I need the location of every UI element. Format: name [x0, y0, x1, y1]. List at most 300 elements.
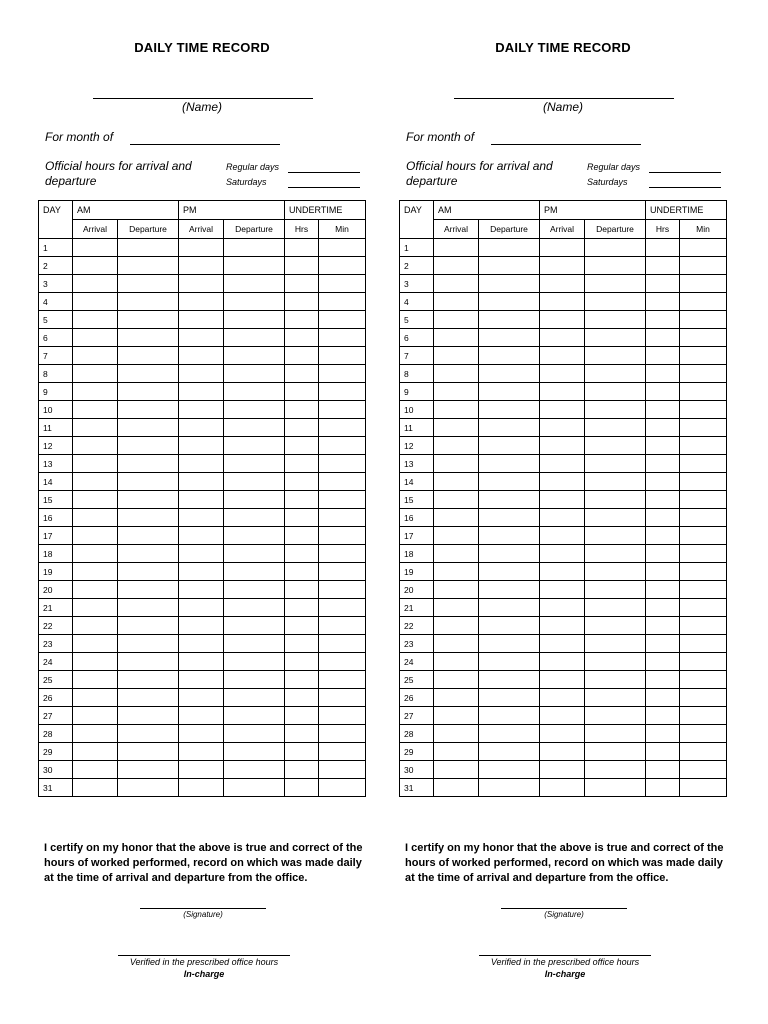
undertime-hrs-cell[interactable]	[285, 653, 319, 671]
undertime-min-cell[interactable]	[319, 365, 366, 383]
undertime-hrs-cell[interactable]	[285, 779, 319, 797]
pm-departure-cell[interactable]	[224, 311, 285, 329]
undertime-hrs-cell[interactable]	[285, 311, 319, 329]
undertime-hrs-cell[interactable]	[646, 311, 680, 329]
pm-departure-cell[interactable]	[224, 491, 285, 509]
pm-departure-cell[interactable]	[585, 329, 646, 347]
am-departure-cell[interactable]	[118, 347, 179, 365]
undertime-min-cell[interactable]	[319, 275, 366, 293]
am-arrival-cell[interactable]	[73, 365, 118, 383]
am-arrival-cell[interactable]	[434, 401, 479, 419]
pm-departure-cell[interactable]	[224, 653, 285, 671]
undertime-min-cell[interactable]	[319, 671, 366, 689]
am-departure-cell[interactable]	[118, 419, 179, 437]
pm-departure-cell[interactable]	[585, 383, 646, 401]
pm-arrival-cell[interactable]	[179, 743, 224, 761]
undertime-min-cell[interactable]	[680, 347, 727, 365]
undertime-min-cell[interactable]	[680, 365, 727, 383]
pm-departure-cell[interactable]	[224, 365, 285, 383]
am-arrival-cell[interactable]	[434, 365, 479, 383]
undertime-hrs-cell[interactable]	[646, 293, 680, 311]
am-arrival-cell[interactable]	[73, 635, 118, 653]
am-departure-cell[interactable]	[118, 563, 179, 581]
pm-departure-cell[interactable]	[224, 329, 285, 347]
undertime-hrs-cell[interactable]	[646, 509, 680, 527]
pm-arrival-cell[interactable]	[179, 275, 224, 293]
pm-arrival-cell[interactable]	[540, 617, 585, 635]
undertime-hrs-cell[interactable]	[285, 455, 319, 473]
undertime-hrs-cell[interactable]	[285, 293, 319, 311]
am-departure-cell[interactable]	[479, 707, 540, 725]
pm-departure-cell[interactable]	[585, 707, 646, 725]
signature-field[interactable]	[140, 908, 266, 909]
pm-arrival-cell[interactable]	[179, 563, 224, 581]
undertime-min-cell[interactable]	[680, 455, 727, 473]
pm-arrival-cell[interactable]	[179, 779, 224, 797]
pm-departure-cell[interactable]	[224, 581, 285, 599]
am-arrival-cell[interactable]	[434, 455, 479, 473]
undertime-min-cell[interactable]	[319, 455, 366, 473]
undertime-hrs-cell[interactable]	[646, 275, 680, 293]
undertime-min-cell[interactable]	[680, 437, 727, 455]
am-arrival-cell[interactable]	[434, 473, 479, 491]
pm-departure-cell[interactable]	[585, 581, 646, 599]
verifier-signature-field[interactable]	[479, 955, 651, 956]
am-arrival-cell[interactable]	[73, 473, 118, 491]
am-departure-cell[interactable]	[479, 329, 540, 347]
am-departure-cell[interactable]	[118, 527, 179, 545]
am-arrival-cell[interactable]	[434, 437, 479, 455]
pm-departure-cell[interactable]	[224, 563, 285, 581]
pm-arrival-cell[interactable]	[540, 527, 585, 545]
pm-arrival-cell[interactable]	[179, 383, 224, 401]
undertime-hrs-cell[interactable]	[646, 707, 680, 725]
undertime-min-cell[interactable]	[680, 743, 727, 761]
pm-arrival-cell[interactable]	[179, 617, 224, 635]
undertime-hrs-cell[interactable]	[285, 545, 319, 563]
undertime-min-cell[interactable]	[680, 545, 727, 563]
undertime-min-cell[interactable]	[680, 581, 727, 599]
pm-departure-cell[interactable]	[585, 347, 646, 365]
undertime-hrs-cell[interactable]	[646, 689, 680, 707]
undertime-min-cell[interactable]	[319, 311, 366, 329]
undertime-hrs-cell[interactable]	[285, 437, 319, 455]
undertime-hrs-cell[interactable]	[285, 761, 319, 779]
pm-departure-cell[interactable]	[585, 725, 646, 743]
undertime-hrs-cell[interactable]	[646, 527, 680, 545]
pm-arrival-cell[interactable]	[540, 545, 585, 563]
undertime-min-cell[interactable]	[319, 347, 366, 365]
pm-departure-cell[interactable]	[224, 275, 285, 293]
am-departure-cell[interactable]	[479, 419, 540, 437]
am-departure-cell[interactable]	[118, 257, 179, 275]
pm-arrival-cell[interactable]	[540, 635, 585, 653]
pm-departure-cell[interactable]	[585, 491, 646, 509]
undertime-min-cell[interactable]	[319, 329, 366, 347]
am-departure-cell[interactable]	[479, 581, 540, 599]
pm-arrival-cell[interactable]	[179, 437, 224, 455]
undertime-hrs-cell[interactable]	[646, 455, 680, 473]
pm-arrival-cell[interactable]	[540, 293, 585, 311]
am-departure-cell[interactable]	[118, 293, 179, 311]
am-arrival-cell[interactable]	[73, 545, 118, 563]
undertime-hrs-cell[interactable]	[285, 257, 319, 275]
am-arrival-cell[interactable]	[73, 275, 118, 293]
pm-departure-cell[interactable]	[224, 239, 285, 257]
am-departure-cell[interactable]	[118, 689, 179, 707]
pm-arrival-cell[interactable]	[540, 257, 585, 275]
pm-arrival-cell[interactable]	[179, 725, 224, 743]
am-departure-cell[interactable]	[118, 239, 179, 257]
undertime-min-cell[interactable]	[680, 725, 727, 743]
am-arrival-cell[interactable]	[434, 329, 479, 347]
am-arrival-cell[interactable]	[73, 311, 118, 329]
pm-arrival-cell[interactable]	[179, 311, 224, 329]
am-arrival-cell[interactable]	[434, 725, 479, 743]
am-departure-cell[interactable]	[479, 311, 540, 329]
pm-arrival-cell[interactable]	[179, 671, 224, 689]
undertime-min-cell[interactable]	[319, 725, 366, 743]
pm-arrival-cell[interactable]	[540, 401, 585, 419]
pm-departure-cell[interactable]	[585, 689, 646, 707]
undertime-hrs-cell[interactable]	[285, 581, 319, 599]
pm-departure-cell[interactable]	[224, 257, 285, 275]
am-departure-cell[interactable]	[118, 581, 179, 599]
am-departure-cell[interactable]	[479, 671, 540, 689]
am-arrival-cell[interactable]	[434, 509, 479, 527]
am-departure-cell[interactable]	[479, 293, 540, 311]
pm-departure-cell[interactable]	[224, 347, 285, 365]
signature-field[interactable]	[501, 908, 627, 909]
am-arrival-cell[interactable]	[434, 635, 479, 653]
undertime-min-cell[interactable]	[680, 491, 727, 509]
am-departure-cell[interactable]	[118, 329, 179, 347]
pm-arrival-cell[interactable]	[540, 329, 585, 347]
pm-departure-cell[interactable]	[224, 707, 285, 725]
pm-departure-cell[interactable]	[224, 779, 285, 797]
pm-arrival-cell[interactable]	[540, 473, 585, 491]
undertime-hrs-cell[interactable]	[285, 491, 319, 509]
am-departure-cell[interactable]	[118, 455, 179, 473]
undertime-min-cell[interactable]	[319, 509, 366, 527]
undertime-min-cell[interactable]	[319, 599, 366, 617]
undertime-hrs-cell[interactable]	[646, 383, 680, 401]
pm-arrival-cell[interactable]	[540, 563, 585, 581]
undertime-min-cell[interactable]	[319, 581, 366, 599]
pm-arrival-cell[interactable]	[540, 725, 585, 743]
undertime-min-cell[interactable]	[680, 527, 727, 545]
am-arrival-cell[interactable]	[73, 707, 118, 725]
am-departure-cell[interactable]	[479, 779, 540, 797]
undertime-hrs-cell[interactable]	[285, 725, 319, 743]
undertime-min-cell[interactable]	[319, 293, 366, 311]
am-arrival-cell[interactable]	[73, 527, 118, 545]
pm-departure-cell[interactable]	[224, 743, 285, 761]
am-arrival-cell[interactable]	[73, 653, 118, 671]
undertime-hrs-cell[interactable]	[285, 617, 319, 635]
undertime-hrs-cell[interactable]	[646, 617, 680, 635]
undertime-hrs-cell[interactable]	[646, 347, 680, 365]
am-arrival-cell[interactable]	[73, 743, 118, 761]
pm-arrival-cell[interactable]	[540, 275, 585, 293]
undertime-hrs-cell[interactable]	[646, 401, 680, 419]
pm-arrival-cell[interactable]	[179, 473, 224, 491]
pm-departure-cell[interactable]	[585, 401, 646, 419]
undertime-hrs-cell[interactable]	[646, 545, 680, 563]
am-arrival-cell[interactable]	[434, 347, 479, 365]
undertime-min-cell[interactable]	[319, 563, 366, 581]
am-departure-cell[interactable]	[479, 545, 540, 563]
pm-departure-cell[interactable]	[224, 761, 285, 779]
pm-arrival-cell[interactable]	[179, 707, 224, 725]
am-departure-cell[interactable]	[118, 707, 179, 725]
undertime-min-cell[interactable]	[680, 401, 727, 419]
undertime-hrs-cell[interactable]	[646, 599, 680, 617]
pm-arrival-cell[interactable]	[179, 761, 224, 779]
undertime-hrs-cell[interactable]	[646, 419, 680, 437]
undertime-hrs-cell[interactable]	[646, 437, 680, 455]
pm-departure-cell[interactable]	[585, 365, 646, 383]
am-departure-cell[interactable]	[479, 239, 540, 257]
am-arrival-cell[interactable]	[434, 311, 479, 329]
undertime-hrs-cell[interactable]	[285, 401, 319, 419]
am-departure-cell[interactable]	[118, 635, 179, 653]
am-departure-cell[interactable]	[118, 401, 179, 419]
pm-departure-cell[interactable]	[224, 509, 285, 527]
am-departure-cell[interactable]	[118, 275, 179, 293]
pm-departure-cell[interactable]	[585, 473, 646, 491]
pm-arrival-cell[interactable]	[540, 581, 585, 599]
pm-departure-cell[interactable]	[224, 455, 285, 473]
am-arrival-cell[interactable]	[73, 563, 118, 581]
am-arrival-cell[interactable]	[73, 599, 118, 617]
undertime-hrs-cell[interactable]	[646, 563, 680, 581]
am-arrival-cell[interactable]	[434, 293, 479, 311]
undertime-min-cell[interactable]	[680, 761, 727, 779]
am-departure-cell[interactable]	[118, 491, 179, 509]
pm-departure-cell[interactable]	[585, 293, 646, 311]
undertime-min-cell[interactable]	[680, 509, 727, 527]
undertime-hrs-cell[interactable]	[285, 671, 319, 689]
pm-arrival-cell[interactable]	[540, 347, 585, 365]
pm-arrival-cell[interactable]	[540, 491, 585, 509]
undertime-min-cell[interactable]	[319, 419, 366, 437]
am-departure-cell[interactable]	[118, 437, 179, 455]
pm-departure-cell[interactable]	[585, 761, 646, 779]
name-field[interactable]	[93, 98, 313, 99]
am-arrival-cell[interactable]	[434, 581, 479, 599]
pm-arrival-cell[interactable]	[179, 509, 224, 527]
am-departure-cell[interactable]	[118, 671, 179, 689]
pm-departure-cell[interactable]	[585, 257, 646, 275]
undertime-hrs-cell[interactable]	[646, 725, 680, 743]
pm-departure-cell[interactable]	[224, 635, 285, 653]
am-arrival-cell[interactable]	[434, 491, 479, 509]
am-departure-cell[interactable]	[479, 653, 540, 671]
undertime-hrs-cell[interactable]	[285, 239, 319, 257]
pm-departure-cell[interactable]	[224, 473, 285, 491]
undertime-min-cell[interactable]	[680, 563, 727, 581]
pm-departure-cell[interactable]	[585, 671, 646, 689]
pm-arrival-cell[interactable]	[179, 293, 224, 311]
undertime-hrs-cell[interactable]	[646, 491, 680, 509]
undertime-hrs-cell[interactable]	[646, 329, 680, 347]
pm-departure-cell[interactable]	[224, 671, 285, 689]
am-departure-cell[interactable]	[118, 653, 179, 671]
am-arrival-cell[interactable]	[73, 671, 118, 689]
pm-arrival-cell[interactable]	[540, 599, 585, 617]
pm-departure-cell[interactable]	[224, 599, 285, 617]
pm-arrival-cell[interactable]	[540, 239, 585, 257]
undertime-min-cell[interactable]	[319, 707, 366, 725]
am-departure-cell[interactable]	[479, 635, 540, 653]
undertime-hrs-cell[interactable]	[285, 509, 319, 527]
pm-departure-cell[interactable]	[585, 527, 646, 545]
pm-departure-cell[interactable]	[585, 599, 646, 617]
am-departure-cell[interactable]	[479, 473, 540, 491]
pm-arrival-cell[interactable]	[540, 707, 585, 725]
pm-departure-cell[interactable]	[585, 545, 646, 563]
undertime-hrs-cell[interactable]	[285, 419, 319, 437]
pm-departure-cell[interactable]	[585, 779, 646, 797]
undertime-hrs-cell[interactable]	[285, 473, 319, 491]
pm-departure-cell[interactable]	[224, 383, 285, 401]
am-arrival-cell[interactable]	[434, 707, 479, 725]
undertime-min-cell[interactable]	[680, 671, 727, 689]
am-departure-cell[interactable]	[479, 563, 540, 581]
am-arrival-cell[interactable]	[434, 419, 479, 437]
pm-departure-cell[interactable]	[585, 455, 646, 473]
pm-arrival-cell[interactable]	[179, 419, 224, 437]
am-arrival-cell[interactable]	[434, 527, 479, 545]
undertime-min-cell[interactable]	[319, 761, 366, 779]
pm-departure-cell[interactable]	[224, 527, 285, 545]
am-departure-cell[interactable]	[479, 689, 540, 707]
pm-departure-cell[interactable]	[585, 437, 646, 455]
pm-arrival-cell[interactable]	[179, 599, 224, 617]
pm-departure-cell[interactable]	[585, 743, 646, 761]
am-departure-cell[interactable]	[118, 743, 179, 761]
am-arrival-cell[interactable]	[73, 257, 118, 275]
pm-arrival-cell[interactable]	[540, 311, 585, 329]
am-arrival-cell[interactable]	[73, 419, 118, 437]
undertime-hrs-cell[interactable]	[646, 581, 680, 599]
pm-departure-cell[interactable]	[224, 689, 285, 707]
am-arrival-cell[interactable]	[73, 491, 118, 509]
am-departure-cell[interactable]	[479, 509, 540, 527]
saturdays-field[interactable]	[288, 187, 360, 188]
pm-arrival-cell[interactable]	[179, 365, 224, 383]
am-arrival-cell[interactable]	[434, 545, 479, 563]
am-arrival-cell[interactable]	[73, 347, 118, 365]
pm-arrival-cell[interactable]	[540, 365, 585, 383]
am-departure-cell[interactable]	[118, 761, 179, 779]
am-departure-cell[interactable]	[479, 599, 540, 617]
pm-arrival-cell[interactable]	[540, 671, 585, 689]
am-arrival-cell[interactable]	[73, 761, 118, 779]
pm-departure-cell[interactable]	[585, 653, 646, 671]
pm-departure-cell[interactable]	[585, 635, 646, 653]
month-field[interactable]	[130, 144, 280, 145]
pm-departure-cell[interactable]	[224, 419, 285, 437]
am-departure-cell[interactable]	[479, 257, 540, 275]
am-arrival-cell[interactable]	[73, 689, 118, 707]
pm-arrival-cell[interactable]	[179, 491, 224, 509]
pm-departure-cell[interactable]	[585, 275, 646, 293]
undertime-min-cell[interactable]	[680, 599, 727, 617]
verifier-signature-field[interactable]	[118, 955, 290, 956]
undertime-min-cell[interactable]	[319, 383, 366, 401]
undertime-min-cell[interactable]	[319, 491, 366, 509]
am-arrival-cell[interactable]	[434, 383, 479, 401]
pm-departure-cell[interactable]	[224, 437, 285, 455]
undertime-hrs-cell[interactable]	[285, 275, 319, 293]
undertime-hrs-cell[interactable]	[285, 365, 319, 383]
am-arrival-cell[interactable]	[73, 725, 118, 743]
undertime-min-cell[interactable]	[680, 653, 727, 671]
pm-arrival-cell[interactable]	[179, 401, 224, 419]
am-arrival-cell[interactable]	[434, 617, 479, 635]
undertime-hrs-cell[interactable]	[646, 239, 680, 257]
am-arrival-cell[interactable]	[73, 437, 118, 455]
undertime-min-cell[interactable]	[680, 383, 727, 401]
am-departure-cell[interactable]	[118, 779, 179, 797]
pm-arrival-cell[interactable]	[179, 545, 224, 563]
pm-arrival-cell[interactable]	[179, 581, 224, 599]
pm-arrival-cell[interactable]	[540, 761, 585, 779]
undertime-min-cell[interactable]	[680, 311, 727, 329]
am-arrival-cell[interactable]	[434, 671, 479, 689]
regular-days-field[interactable]	[288, 172, 360, 173]
am-departure-cell[interactable]	[479, 455, 540, 473]
undertime-hrs-cell[interactable]	[285, 329, 319, 347]
undertime-hrs-cell[interactable]	[285, 689, 319, 707]
pm-arrival-cell[interactable]	[179, 257, 224, 275]
undertime-min-cell[interactable]	[680, 293, 727, 311]
pm-arrival-cell[interactable]	[540, 419, 585, 437]
undertime-hrs-cell[interactable]	[285, 347, 319, 365]
am-arrival-cell[interactable]	[73, 581, 118, 599]
undertime-hrs-cell[interactable]	[646, 779, 680, 797]
pm-arrival-cell[interactable]	[540, 689, 585, 707]
undertime-min-cell[interactable]	[319, 257, 366, 275]
undertime-min-cell[interactable]	[319, 617, 366, 635]
am-arrival-cell[interactable]	[73, 239, 118, 257]
am-departure-cell[interactable]	[118, 725, 179, 743]
am-arrival-cell[interactable]	[434, 599, 479, 617]
am-arrival-cell[interactable]	[434, 653, 479, 671]
pm-arrival-cell[interactable]	[179, 239, 224, 257]
undertime-hrs-cell[interactable]	[646, 671, 680, 689]
undertime-hrs-cell[interactable]	[646, 635, 680, 653]
undertime-hrs-cell[interactable]	[285, 707, 319, 725]
am-departure-cell[interactable]	[118, 365, 179, 383]
undertime-hrs-cell[interactable]	[285, 383, 319, 401]
am-arrival-cell[interactable]	[434, 779, 479, 797]
name-field[interactable]	[454, 98, 674, 99]
am-departure-cell[interactable]	[479, 761, 540, 779]
undertime-hrs-cell[interactable]	[646, 653, 680, 671]
undertime-min-cell[interactable]	[319, 239, 366, 257]
pm-arrival-cell[interactable]	[179, 689, 224, 707]
pm-departure-cell[interactable]	[585, 419, 646, 437]
am-departure-cell[interactable]	[479, 527, 540, 545]
pm-departure-cell[interactable]	[224, 401, 285, 419]
pm-arrival-cell[interactable]	[179, 527, 224, 545]
am-arrival-cell[interactable]	[434, 239, 479, 257]
undertime-min-cell[interactable]	[680, 473, 727, 491]
am-departure-cell[interactable]	[479, 491, 540, 509]
